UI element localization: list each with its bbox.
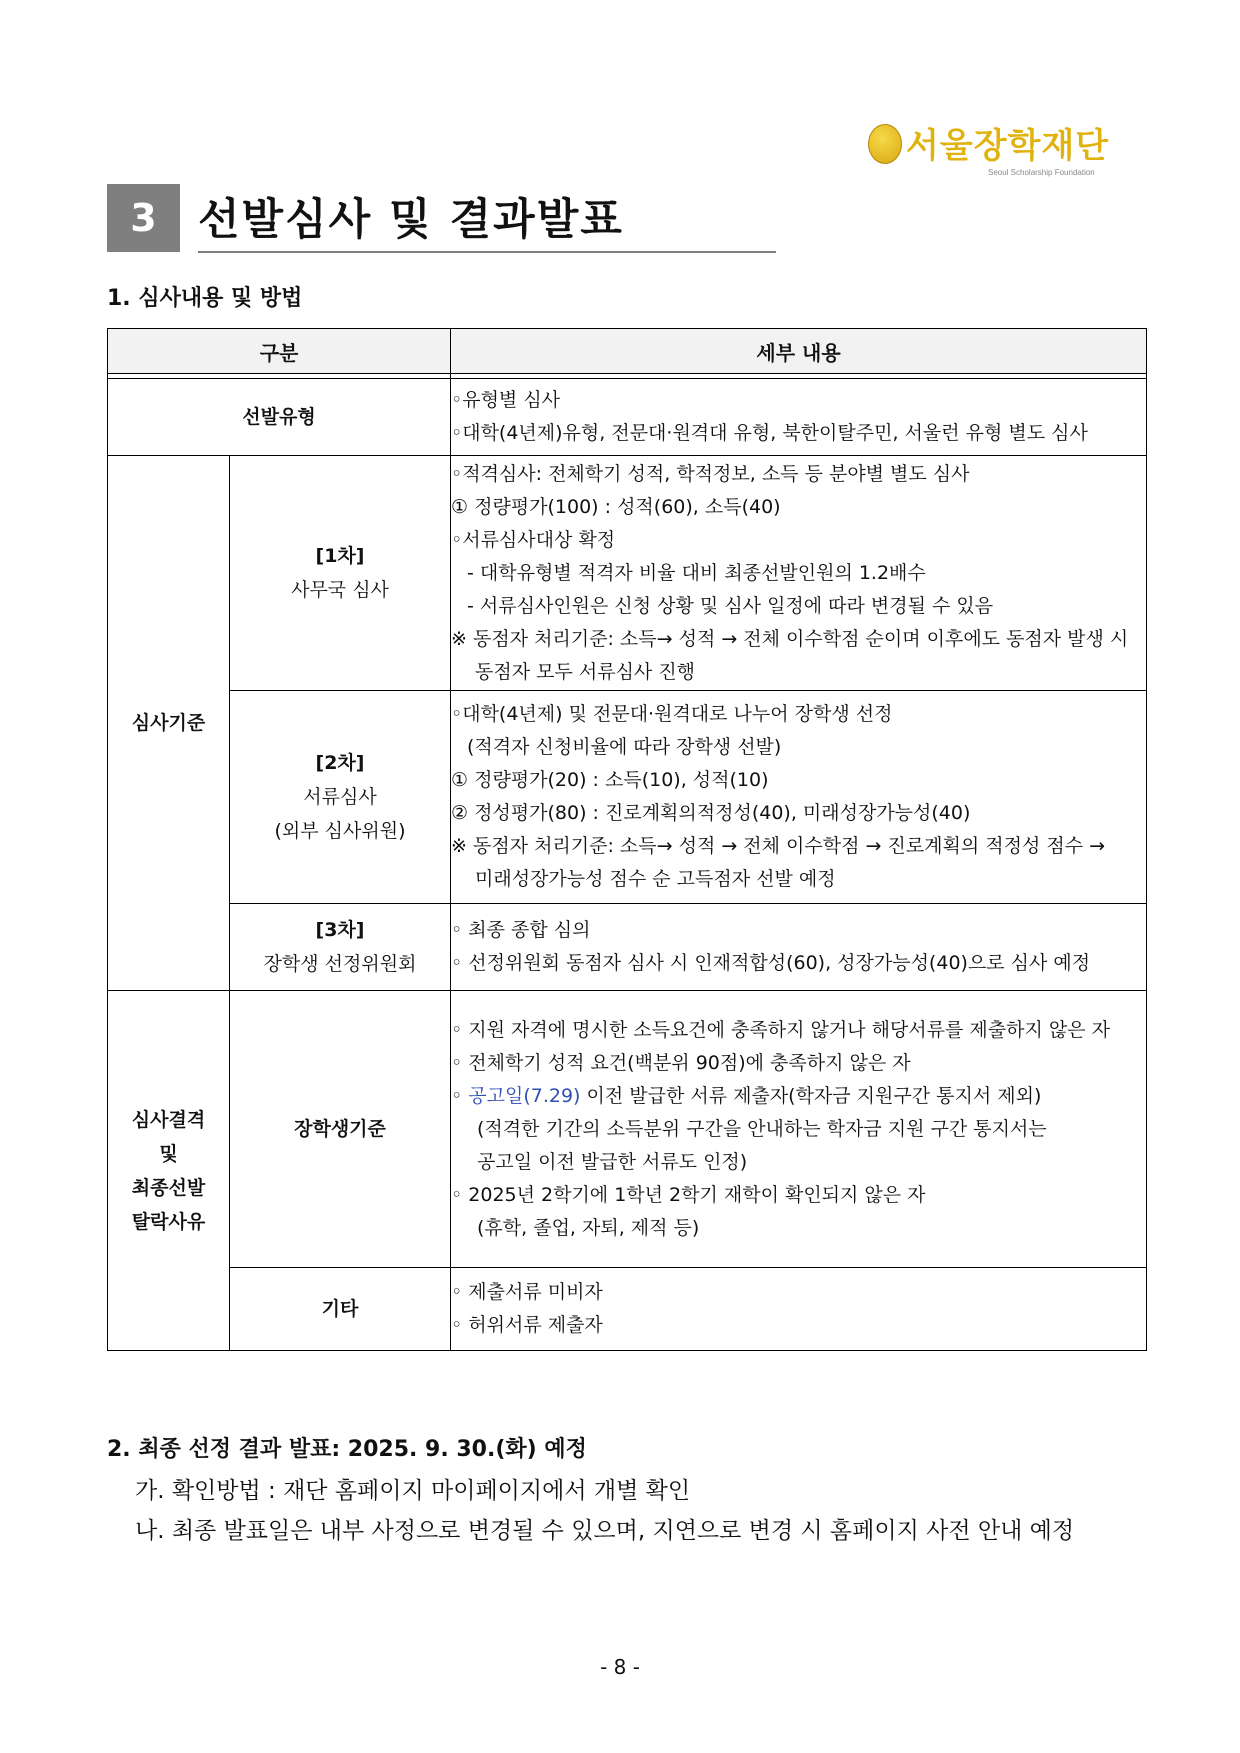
step3-content (451, 904, 1147, 991)
review-table (107, 328, 1147, 1351)
row-content (451, 379, 1147, 456)
step1-label-a: [1차] (315, 545, 365, 567)
section-number: 3 (107, 184, 180, 252)
content-line: ① 정량평가(100) : 성적(60), 소득(40) (451, 495, 781, 518)
table-row (108, 991, 1147, 1268)
foundation-logo (868, 118, 1108, 180)
step1-content (451, 456, 1147, 691)
content-text: 이전 발급한 서류 제출자(학자금 지원구간 통지서 제외) (580, 1084, 1042, 1107)
table-row (108, 456, 1147, 691)
step3-label (230, 904, 451, 991)
content-line: (적격자 신청비율에 따라 장학생 선발) (467, 736, 782, 758)
content-line: ◦적격심사: 전체학기 성적, 학적정보, 소득 등 분야별 별도 심사 (451, 462, 970, 485)
content-line: 공고일 이전 발급한 서류도 인정) (477, 1150, 748, 1173)
page-number: - 8 - (600, 1655, 640, 1679)
step3-label-b: 장학생 선정위원회 (263, 953, 417, 975)
content-line: ◦서류심사대상 확정 (451, 528, 616, 551)
group2-line: 최종선발 (131, 1176, 206, 1199)
content-line: 미래성장가능성 점수 순 고득점자 선발 예정 (475, 868, 836, 890)
note-confirm-method: 가. 확인방법 : 재단 홈페이지 마이페이지에서 개별 확인 (135, 1478, 691, 1504)
note-schedule-change: 나. 최종 발표일은 내부 사정으로 변경될 수 있으며, 지연으로 변경 시 홈페이지 사전 안내 예정 (135, 1518, 1075, 1544)
header-category: 구분 (108, 329, 451, 374)
logo-name: 서울장학재단 (906, 126, 1110, 166)
content-line: ◦대학(4년제) 및 전문대·원격대로 나누어 장학생 선정 (451, 703, 893, 725)
content-line: 동점자 모두 서류심사 진행 (475, 660, 696, 683)
step1-label (230, 456, 451, 691)
group-label-criteria: 심사기준 (108, 456, 230, 991)
row-label-selection-type: 선발유형 (108, 379, 451, 456)
table-row (108, 379, 1147, 456)
group2-line: 심사결격 (131, 1108, 206, 1131)
title-underline (198, 251, 776, 253)
etc-label: 기타 (230, 1268, 451, 1351)
header-details: 세부 내용 (451, 329, 1147, 374)
content-line: - 대학유형별 적격자 비율 대비 최종선발인원의 1.2배수 (467, 561, 926, 584)
content-line: ① 정량평가(20) : 소득(10), 성적(10) (451, 769, 769, 791)
content-line: (적격한 기간의 소득분위 구간을 안내하는 학자금 지원 구간 통지서는 (477, 1117, 1047, 1140)
crit-content (451, 991, 1147, 1268)
crit-label: 장학생기준 (230, 991, 451, 1268)
content-line: ◦ 최종 종합 심의 (451, 919, 591, 941)
step2-label-b: 서류심사 (303, 786, 377, 808)
group-label-disqualification (108, 991, 230, 1351)
table-row (108, 1268, 1147, 1351)
announcement-date: 공고일(7.29) (468, 1084, 581, 1107)
content-line: (휴학, 졸업, 자퇴, 제적 등) (477, 1216, 700, 1239)
table-row (108, 904, 1147, 991)
logo-subtitle: Seoul Scholarship Foundation (988, 168, 1095, 177)
section-title: 선발심사 및 결과발표 (198, 195, 624, 245)
step2-label-a: [2차] (315, 752, 365, 774)
table-header-row (108, 329, 1147, 374)
content-line: - 서류심사인원은 신청 상황 및 심사 일정에 따라 변경될 수 있음 (467, 594, 994, 617)
content-line: ◦ 2025년 2학기에 1학년 2학기 재학이 확인되지 않은 자 (451, 1183, 926, 1206)
step2-label (230, 691, 451, 904)
content-line: ② 정성평가(80) : 진로계획의적정성(40), 미래성장가능성(40) (451, 802, 971, 824)
etc-content (451, 1268, 1147, 1351)
content-line: ◦ 제출서류 미비자 (451, 1281, 603, 1303)
content-line: ◦유형별 심사 (451, 389, 561, 411)
table-row (108, 691, 1147, 904)
bullet: ◦ (451, 1084, 469, 1107)
content-line: ◦대학(4년제)유형, 전문대·원격대 유형, 북한이탈주민, 서울런 유형 별도 심사 (451, 422, 1088, 444)
content-line: ◦ 선정위원회 동점자 심사 시 인재적합성(60), 성장가능성(40)으로 심사 예정 (451, 952, 1091, 974)
content-line: ◦ 허위서류 제출자 (451, 1314, 603, 1336)
step2-label-c: (외부 심사위원) (274, 820, 406, 842)
group2-line: 탈락사유 (131, 1210, 206, 1233)
step2-content (451, 691, 1147, 904)
content-line: ※ 동점자 처리기준: 소득→ 성적 → 전체 이수학점 → 진로계획의 적정성 점수 → (451, 835, 1106, 857)
logo-seal-icon (868, 124, 902, 164)
subheading-final-result: 2. 최종 선정 결과 발표: 2025. 9. 30.(화) 예정 (107, 1437, 587, 1462)
subheading-review-method: 1. 심사내용 및 방법 (107, 286, 303, 311)
group2-line: 및 (159, 1142, 178, 1165)
content-line: ◦ 전체학기 성적 요건(백분위 90점)에 충족하지 않은 자 (451, 1051, 911, 1074)
step1-label-b: 사무국 심사 (291, 579, 389, 601)
content-line (451, 1080, 1146, 1113)
content-line: ※ 동점자 처리기준: 소득→ 성적 → 전체 이수학점 순이며 이후에도 동점자 발생 시 (451, 627, 1129, 650)
content-line: ◦ 지원 자격에 명시한 소득요건에 충족하지 않거나 해당서류를 제출하지 않은 자 (451, 1018, 1110, 1041)
step3-label-a: [3차] (315, 919, 365, 941)
